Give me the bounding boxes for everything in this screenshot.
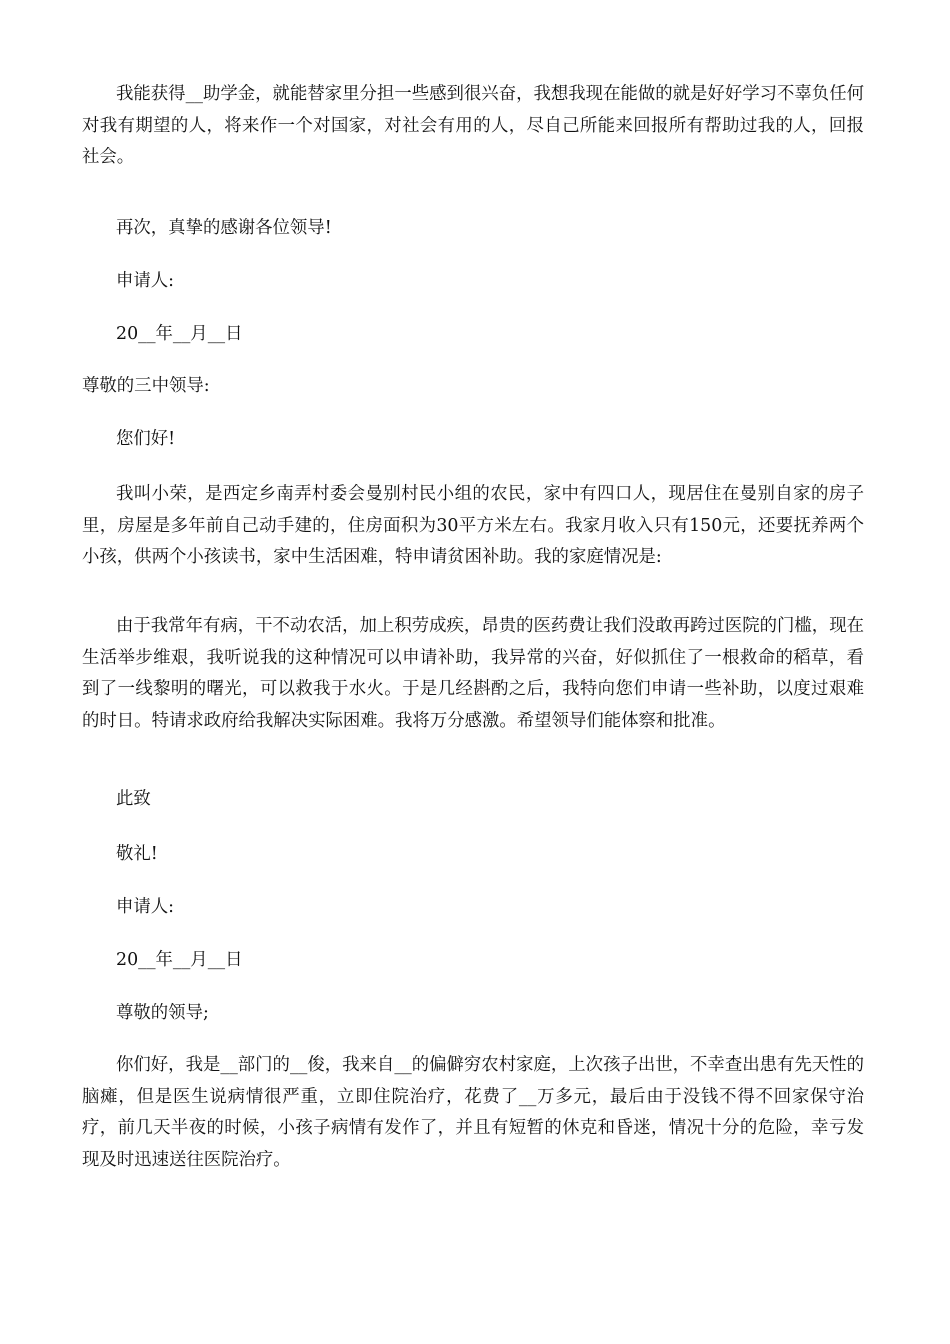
- paragraph-scholarship-thanks: 我能获得__助学金，就能替家里分担一些感到很兴奋，我想我现在能做的就是好好学习不辜负任何对我有期望的人，将来作一个对国家，对社会有用的人，尽自己所能来回报所有帮助过我的人，回报社会。: [82, 84, 864, 167]
- closing-cizhi: 此致: [116, 789, 151, 809]
- paragraph-family-situation: 我叫小荣，是西定乡南弄村委会曼别村民小组的农民，家中有四口人，现居住在曼别自家的房子里，房屋是多年前自己动手建的，住房面积为30平方米左右。我家月收入只有150元，还要抚养两个小孩，供两个小孩读书，家中生活困难，特申请贫困补助。我的家庭情况是:: [82, 484, 864, 567]
- closing-jingli: 敬礼!: [116, 844, 158, 864]
- salutation-leader: 尊敬的领导;: [116, 1003, 209, 1023]
- greeting-1: 您们好!: [116, 429, 176, 449]
- date-line-2: 20__年__月__日: [116, 950, 243, 970]
- applicant-signature-2: 申请人:: [116, 897, 175, 917]
- salutation-sanzhong: 尊敬的三中领导:: [82, 376, 210, 396]
- date-line-1: 20__年__月__日: [116, 324, 243, 344]
- paragraph-thanks-leaders: 再次，真挚的感谢各位领导!: [116, 218, 332, 238]
- applicant-signature-1: 申请人:: [116, 271, 175, 291]
- paragraph-illness-request: 由于我常年有病，干不动农活，加上积劳成疾，昂贵的医药费让我们没敢再跨过医院的门槛，现在生活举步维艰，我听说我的这种情况可以申请补助，我异常的兴奋，好似抓住了一根救命的稻草，看到了一线黎明的曙光，可以救我于水火。于是几经斟酌之后，我特向您们申请一些补助，以度过艰难的时日。特请求政府给我解决实际困难。我将万分感激。希望领导们能体察和批准。: [82, 616, 864, 731]
- paragraph-child-illness: 你们好，我是__部门的__俊，我来自__的偏僻穷农村家庭，上次孩子出世，不幸查出患有先天性的脑瘫，但是医生说病情很严重，立即住院治疗，花费了__万多元，最后由于没钱不得不回家保守治疗，前几天半夜的时候，小孩子病情有发作了，并且有短暂的休克和昏迷，情况十分的危险，幸亏发现及时迅速送往医院治疗。: [82, 1055, 864, 1170]
